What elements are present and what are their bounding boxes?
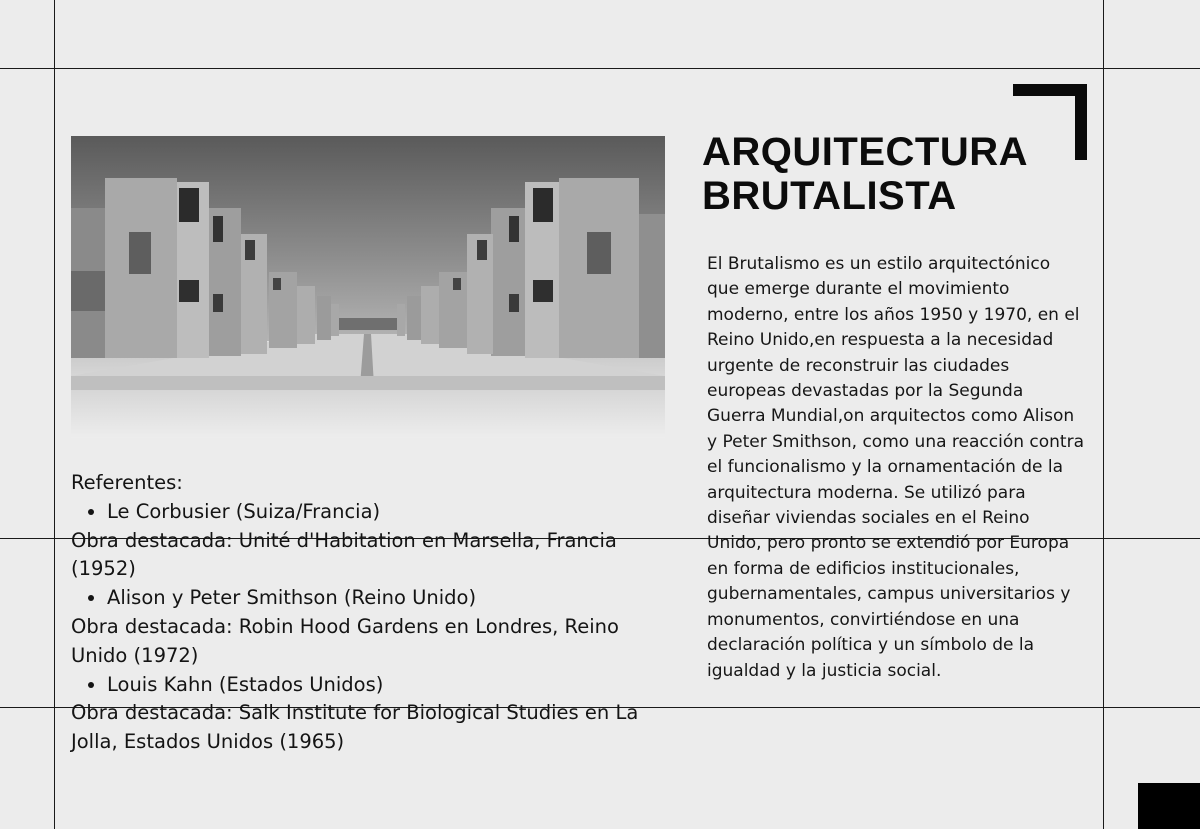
referentes-section — [71, 469, 671, 757]
referente-list — [71, 498, 671, 527]
referente-obra: Obra destacada: Robin Hood Gardens en Londres, Reino Unido (1972) — [71, 614, 619, 667]
brutalist-building-photo — [71, 136, 665, 438]
page-title — [702, 130, 1028, 218]
referente-obra: Obra destacada: Salk Institute for Biological Studies en La Jolla, Estados Unidos (1965) — [71, 701, 639, 754]
referente-name: • Louis Kahn (Estados Unidos) — [107, 671, 671, 700]
referente-list — [71, 584, 671, 613]
title-line-2: BRUTALISTA — [702, 174, 957, 218]
referentes-heading: Referentes: — [71, 471, 183, 494]
grid-line-left — [54, 0, 55, 829]
referente-obra: Obra destacada: Unité d'Habitation en Marsella, Francia (1952) — [71, 528, 617, 581]
referente-name: • Alison y Peter Smithson (Reino Unido) — [107, 584, 671, 613]
grid-line-right — [1103, 0, 1104, 829]
referente-name: • Le Corbusier (Suiza/Francia) — [107, 498, 671, 527]
title-line-1: ARQUITECTURA — [702, 130, 1028, 174]
grid-line-top — [0, 68, 1200, 69]
corner-block-decoration — [1138, 783, 1200, 829]
referente-list — [71, 671, 671, 700]
description-paragraph: El Brutalismo es un estilo arquitectónico que emerge durante el movimiento moderno, entre los años 1950 y 1970, en el Reino Unido,en respuesta a la necesidad urgente de reconstruir las ciudades europeas devastadas por la Segunda Guerra Mundial,on arquitectos como Alison y Peter Smithson, como una reacción contra el funcionalismo y la ornamentación de la arquitectura moderna. Se utilizó para diseñar viviendas sociales en el Reino Unido, pero pronto se extendió por Europa en forma de edificios institucionales, gubernamentales, campus universitarios y monumentos, convirtiéndose en una declaración política y un símbolo de la igualdad y la justicia social. — [707, 254, 1085, 681]
